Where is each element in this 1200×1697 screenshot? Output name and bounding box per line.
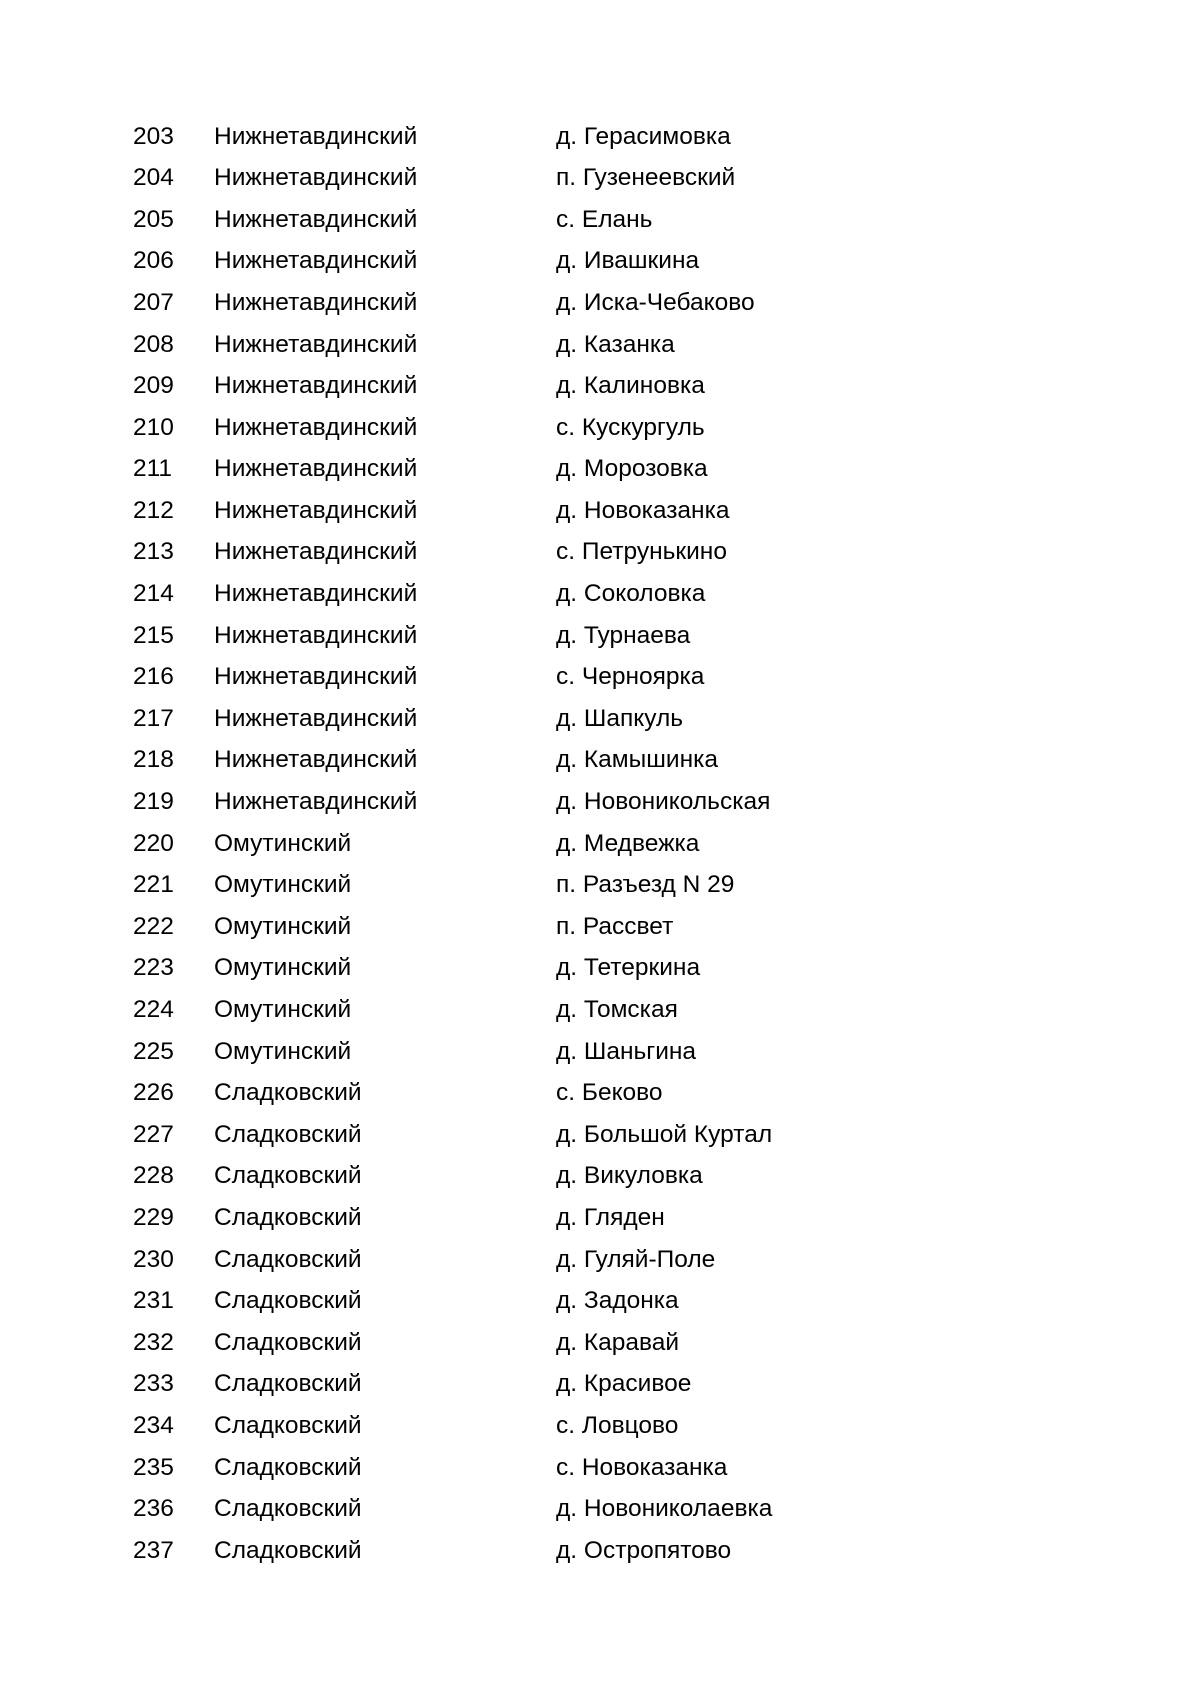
row-number: 212: [133, 496, 174, 524]
row-number: 224: [133, 996, 174, 1024]
settlement-name: д. Новоказанка: [556, 496, 730, 524]
district-name: Нижнетавдинский: [214, 538, 418, 566]
district-name: Сладковский: [214, 1245, 362, 1273]
table-row: [133, 532, 913, 574]
table-row: [133, 199, 913, 241]
district-name: Омутинский: [214, 1037, 352, 1065]
table-row: [133, 158, 913, 200]
settlement-name: д. Соколовка: [556, 580, 706, 608]
settlement-name: с. Ловцово: [556, 1411, 679, 1439]
settlement-name: п. Разъезд N 29: [556, 871, 735, 899]
table-row: [133, 116, 913, 158]
row-number: 204: [133, 164, 174, 192]
district-name: Сладковский: [214, 1079, 362, 1107]
row-number: 215: [133, 621, 174, 649]
table-row: [133, 1405, 913, 1447]
district-name: Нижнетавдинский: [214, 746, 418, 774]
settlement-name: д. Гляден: [556, 1203, 665, 1231]
district-name: Сладковский: [214, 1536, 362, 1564]
district-name: Сладковский: [214, 1411, 362, 1439]
row-number: 230: [133, 1245, 174, 1273]
settlement-name: с. Елань: [556, 205, 653, 233]
row-number: 225: [133, 1037, 174, 1065]
row-number: 213: [133, 538, 174, 566]
table-row: [133, 698, 913, 740]
row-number: 209: [133, 372, 174, 400]
district-name: Нижнетавдинский: [214, 663, 418, 691]
row-number: 233: [133, 1370, 174, 1398]
district-name: Омутинский: [214, 912, 352, 940]
table-row: [133, 366, 913, 408]
row-number: 223: [133, 954, 174, 982]
settlement-name: с. Беково: [556, 1079, 663, 1107]
table-row: [133, 906, 913, 948]
settlement-name: с. Петрунькино: [556, 538, 727, 566]
district-name: Нижнетавдинский: [214, 205, 418, 233]
table-row: [133, 1197, 913, 1239]
row-number: 231: [133, 1287, 174, 1315]
district-name: Сладковский: [214, 1162, 362, 1190]
district-name: Нижнетавдинский: [214, 621, 418, 649]
district-name: Сладковский: [214, 1287, 362, 1315]
row-number: 236: [133, 1495, 174, 1523]
settlement-name: с. Черноярка: [556, 663, 705, 691]
district-name: Сладковский: [214, 1453, 362, 1481]
district-name: Нижнетавдинский: [214, 372, 418, 400]
table-row: [133, 1156, 913, 1198]
settlement-name: д. Красивое: [556, 1370, 692, 1398]
row-number: 210: [133, 413, 174, 441]
row-number: 208: [133, 330, 174, 358]
table-row: [133, 449, 913, 491]
table-row: [133, 490, 913, 532]
row-number: 205: [133, 205, 174, 233]
district-name: Омутинский: [214, 871, 352, 899]
table-row: [133, 1489, 913, 1531]
table-row: [133, 282, 913, 324]
settlement-name: д. Большой Куртал: [556, 1120, 773, 1148]
row-number: 227: [133, 1120, 174, 1148]
settlement-table: [133, 116, 913, 1572]
settlement-name: д. Иска-Чебаково: [556, 288, 755, 316]
row-number: 228: [133, 1162, 174, 1190]
row-number: 206: [133, 247, 174, 275]
table-row: [133, 1364, 913, 1406]
settlement-name: д. Турнаева: [556, 621, 691, 649]
row-number: 211: [133, 455, 173, 483]
settlement-name: д. Остропятово: [556, 1536, 732, 1564]
district-name: Сладковский: [214, 1328, 362, 1356]
table-row: [133, 1073, 913, 1115]
district-name: Сладковский: [214, 1370, 362, 1398]
row-number: 217: [133, 704, 174, 732]
row-number: 237: [133, 1536, 174, 1564]
settlement-name: д. Ивашкина: [556, 247, 700, 275]
row-number: 234: [133, 1411, 174, 1439]
table-row: [133, 407, 913, 449]
row-number: 214: [133, 580, 174, 608]
settlement-name: п. Рассвет: [556, 912, 674, 940]
row-number: 221: [133, 871, 174, 899]
district-name: Нижнетавдинский: [214, 496, 418, 524]
settlement-name: д. Казанка: [556, 330, 675, 358]
table-row: [133, 324, 913, 366]
district-name: Нижнетавдинский: [214, 704, 418, 732]
table-row: [133, 865, 913, 907]
settlement-name: д. Морозовка: [556, 455, 708, 483]
row-number: 216: [133, 663, 174, 691]
district-name: Нижнетавдинский: [214, 164, 418, 192]
district-name: Омутинский: [214, 996, 352, 1024]
district-name: Нижнетавдинский: [214, 247, 418, 275]
district-name: Омутинский: [214, 829, 352, 857]
table-row: [133, 1322, 913, 1364]
row-number: 229: [133, 1203, 174, 1231]
row-number: 203: [133, 122, 174, 150]
settlement-name: п. Гузенеевский: [556, 164, 736, 192]
row-number: 226: [133, 1079, 174, 1107]
settlement-name: д. Медвежка: [556, 829, 700, 857]
district-name: Нижнетавдинский: [214, 122, 418, 150]
table-row: [133, 574, 913, 616]
settlement-name: д. Камышинка: [556, 746, 719, 774]
district-name: Нижнетавдинский: [214, 580, 418, 608]
table-row: [133, 657, 913, 699]
table-row: [133, 1447, 913, 1489]
district-name: Нижнетавдинский: [214, 288, 418, 316]
table-row: [133, 782, 913, 824]
table-row: [133, 1281, 913, 1323]
settlement-name: д. Шаньгина: [556, 1037, 697, 1065]
district-name: Сладковский: [214, 1120, 362, 1148]
settlement-name: д. Задонка: [556, 1287, 679, 1315]
row-number: 222: [133, 912, 174, 940]
table-row: [133, 823, 913, 865]
settlement-name: д. Новониколаевка: [556, 1495, 773, 1523]
settlement-name: с. Кускургуль: [556, 413, 705, 441]
district-name: Нижнетавдинский: [214, 330, 418, 358]
settlement-name: д. Тетеркина: [556, 954, 701, 982]
table-row: [133, 989, 913, 1031]
settlement-name: д. Викуловка: [556, 1162, 703, 1190]
district-name: Сладковский: [214, 1203, 362, 1231]
table-row: [133, 1031, 913, 1073]
settlement-name: д. Шапкуль: [556, 704, 684, 732]
settlement-name: д. Гуляй-Поле: [556, 1245, 716, 1273]
table-row: [133, 1114, 913, 1156]
row-number: 207: [133, 288, 174, 316]
table-row: [133, 615, 913, 657]
row-number: 219: [133, 788, 174, 816]
district-name: Нижнетавдинский: [214, 413, 418, 441]
row-number: 218: [133, 746, 174, 774]
district-name: Нижнетавдинский: [214, 788, 418, 816]
settlement-name: д. Герасимовка: [556, 122, 731, 150]
district-name: Нижнетавдинский: [214, 455, 418, 483]
district-name: Омутинский: [214, 954, 352, 982]
table-row: [133, 1530, 913, 1572]
district-name: Сладковский: [214, 1495, 362, 1523]
table-row: [133, 241, 913, 283]
settlement-name: с. Новоказанка: [556, 1453, 728, 1481]
settlement-name: д. Новоникольская: [556, 788, 771, 816]
row-number: 232: [133, 1328, 174, 1356]
row-number: 235: [133, 1453, 174, 1481]
table-row: [133, 740, 913, 782]
settlement-name: д. Томская: [556, 996, 678, 1024]
settlement-name: д. Каравай: [556, 1328, 680, 1356]
table-row: [133, 948, 913, 990]
settlement-name: д. Калиновка: [556, 372, 705, 400]
table-row: [133, 1239, 913, 1281]
row-number: 220: [133, 829, 174, 857]
